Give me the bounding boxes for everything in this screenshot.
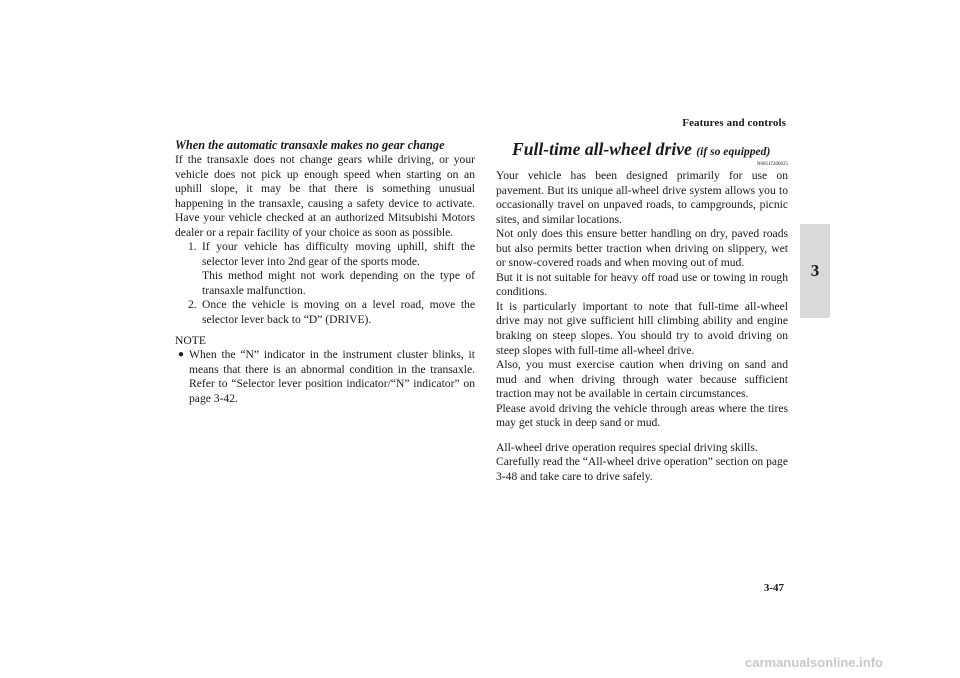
body-paragraph: But it is not suitable for heavy off road use or towing in rough conditions. <box>496 270 788 299</box>
note-text: When the “N” indicator in the instrument cluster blinks, it means that there is an abnormal condition in the transaxle. Refer to “Selector lever position indicator/“N” indicator” on page 3-42. <box>189 348 475 405</box>
body-paragraph: Please avoid driving the vehicle through areas where the tires may get stuck in deep sand or mud. <box>496 401 788 430</box>
body-paragraph: Your vehicle has been designed primarily for use on pavement. But its unique all-wheel drive system allows you to occasionally travel on unpaved roads, to campgrounds, picnic sites, and similar locations. <box>496 169 788 226</box>
left-column <box>175 138 475 406</box>
reference-code: N00517200025 <box>756 162 788 167</box>
step-number: 2. <box>188 298 197 312</box>
step-text <box>202 240 475 298</box>
step-text-main: If your vehicle has difficulty moving uphill, shift the selector lever into 2nd gear of the sports mode. <box>202 240 475 268</box>
list-item <box>188 240 475 298</box>
section-title-suffix: (if so equipped) <box>696 145 771 158</box>
chapter-number: 3 <box>810 261 820 280</box>
note-item <box>178 348 475 406</box>
closing-paragraph: Carefully read the “All-wheel drive operation” section on page 3-48 and take care to drive safely. <box>496 455 788 483</box>
page-number: 3-47 <box>763 582 784 594</box>
chapter-tab <box>800 224 830 318</box>
body-paragraph: It is particularly important to note that full-time all-wheel drive may not give sufficient hill climbing ability and engine braking on steep slopes. You should try to avoid driving on steep slopes with full-time all-wheel drive. <box>496 299 788 357</box>
watermark: carmanualsonline.info <box>745 655 883 670</box>
step-number: 1. <box>188 240 197 254</box>
step-text: Once the vehicle is moving on a level road, move the selector lever back to “D” (DRIVE). <box>202 298 475 327</box>
running-header: Features and controls <box>682 117 786 129</box>
list-item <box>188 298 475 327</box>
bullet-icon: ● <box>178 349 185 361</box>
step-text-extra: This method might not work depending on the type of transaxle malfunction. <box>202 269 475 297</box>
step-list <box>175 240 475 327</box>
subheading-no-gear-change: When the automatic transaxle makes no gear change <box>175 138 445 152</box>
closing-paragraph: All-wheel drive operation requires special driving skills. <box>496 440 758 454</box>
intro-paragraph: If the transaxle does not change gears while driving, or your vehicle does not pick up enough speed when starting on an uphill slope, it may be that there is something unusual happening in the transaxle, causing a safety device to activate. Have your vehicle checked at an authorized Mitsubishi Motors dealer or a repair facility of your choice as soon as possible. <box>175 153 475 239</box>
section-title-main: Full-time all-wheel drive <box>512 139 692 159</box>
section-title <box>512 140 788 161</box>
right-column <box>496 140 788 484</box>
body-paragraph: Not only does this ensure better handling on dry, paved roads but also permits better traction when driving on slippery, wet or snow-covered roads and when moving out of mud. <box>496 227 788 270</box>
body-paragraph: Also, you must exercise caution when driving on sand and mud and when driving through water because sufficient traction may not be available in certain circumstances. <box>496 358 788 401</box>
note-label: NOTE <box>175 333 206 347</box>
spacer <box>496 431 788 441</box>
